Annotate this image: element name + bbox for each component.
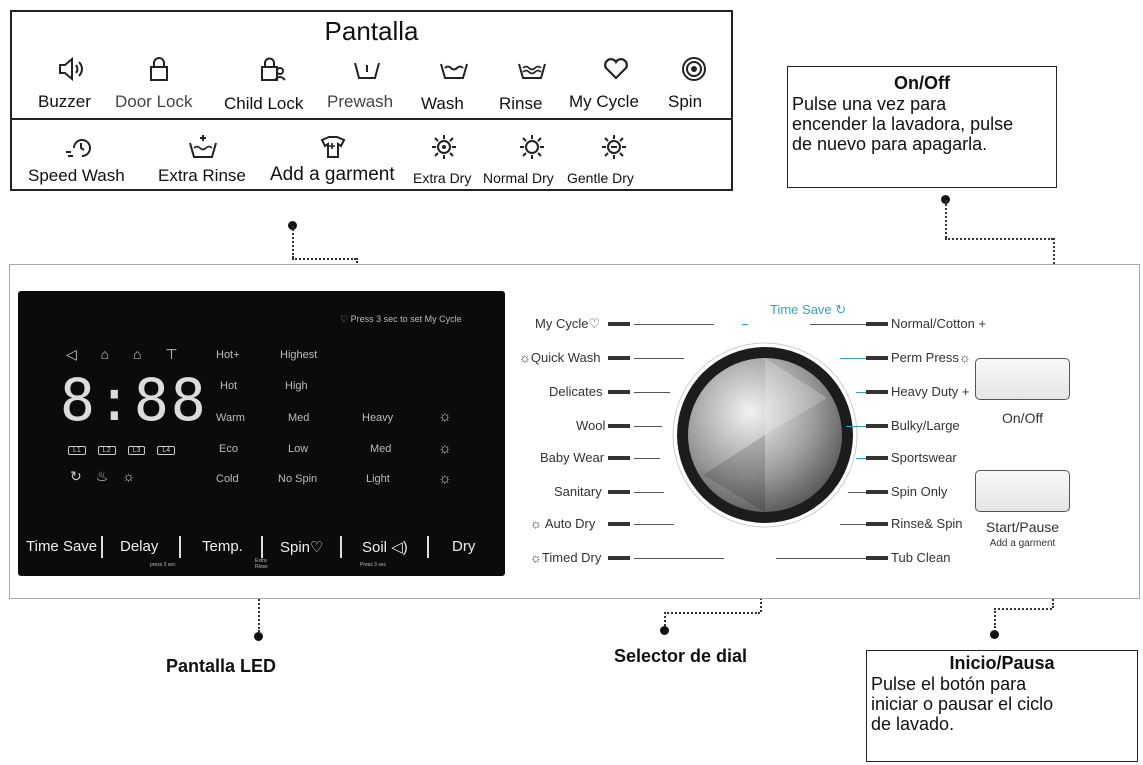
program-tick: [866, 522, 888, 526]
buzzer-icon: ◁): [391, 539, 408, 556]
onoff-callout-line3: de nuevo para apagarla.: [792, 134, 988, 154]
led-separator: [101, 536, 103, 558]
program-heavy-duty[interactable]: Heavy Duty +: [891, 384, 970, 399]
program-tick: [866, 356, 888, 360]
led-normal-dry-icon: ☼: [438, 440, 452, 457]
program-tick: [866, 424, 888, 428]
legend-label-gentle-dry: Gentle Dry: [567, 170, 634, 186]
program-label: Auto Dry: [544, 516, 596, 531]
program-tick: [608, 322, 630, 326]
program-tick: [866, 456, 888, 460]
spin-button[interactable]: [280, 538, 323, 556]
led-digits: 8:88: [60, 366, 208, 434]
soil-button-label: Soil: [362, 539, 388, 556]
led-separator: [427, 536, 429, 558]
program-tick: [608, 390, 630, 394]
program-tick: [866, 556, 888, 560]
rinse-icon: [515, 56, 549, 82]
program-perm-press[interactable]: [891, 350, 971, 365]
led-hint-text: Press 3 sec to set My Cycle: [350, 314, 462, 324]
program-timed-dry[interactable]: [530, 550, 601, 565]
legend-title: Pantalla: [324, 16, 419, 46]
legend-label-door-lock: Door Lock: [115, 92, 193, 111]
gentle-dry-icon: [597, 134, 631, 160]
led-small-press-2: Press 3 sec: [360, 562, 387, 568]
extra-dry-icon: [427, 134, 461, 160]
leader-dial-v2: [664, 612, 666, 626]
program-tick: [866, 322, 888, 326]
led-badge: L1: [68, 446, 86, 455]
legend-label-rinse: Rinse: [499, 94, 543, 113]
led-separator: [261, 536, 263, 558]
guide-line: [634, 524, 674, 525]
legend-label-speed-wash: Speed Wash: [28, 166, 125, 185]
spin-icon: [677, 56, 711, 82]
led-small-extra-rinse: Extra Rinse: [255, 558, 268, 570]
led-temp-item: Warm: [216, 412, 245, 424]
dial-selector-caption: Selector de dial: [614, 646, 748, 666]
program-tick: [866, 490, 888, 494]
start-pause-button-label: Start/Pause: [985, 519, 1060, 535]
led-badges: [68, 446, 175, 455]
guide-line: [840, 358, 866, 359]
guide-line: [848, 492, 866, 493]
wash-icon: [437, 56, 471, 82]
startpause-callout-line2: iniciar o pausar el ciclo: [871, 694, 1054, 714]
temp-button[interactable]: Temp.: [202, 538, 243, 555]
sun-icon: ☼: [530, 516, 545, 531]
leader-display-v1: [292, 226, 294, 258]
program-bulky-large[interactable]: Bulky/Large: [891, 418, 960, 433]
program-quick-wash[interactable]: [519, 350, 601, 365]
guide-line: [634, 392, 670, 393]
spin-button-label: Spin: [280, 539, 311, 556]
led-spin-item: Med: [288, 412, 310, 424]
guide-line: [776, 558, 866, 559]
child-lock-icon: [256, 56, 290, 82]
program-dial[interactable]: [655, 340, 875, 530]
guide-line: [634, 426, 662, 427]
led-temp-item: Hot: [220, 380, 238, 392]
led-soil-item: Heavy: [362, 412, 394, 424]
leader-dot-dial: [660, 626, 669, 635]
led-my-cycle-hint: ♡ Press 3 sec to set My Cycle: [340, 314, 462, 324]
dry-button[interactable]: Dry: [452, 538, 476, 555]
led-spin-item: High: [285, 380, 308, 392]
heart-icon: [599, 56, 633, 82]
door-lock-icon: [142, 56, 176, 82]
led-extra-dry-icon: ☼: [438, 408, 452, 425]
led-badge: L2: [98, 446, 116, 455]
leader-start-v2: [994, 608, 996, 628]
led-temp-item: Cold: [216, 473, 239, 485]
program-baby-wear[interactable]: Baby Wear: [540, 450, 605, 465]
guide-line: [856, 392, 866, 393]
buzzer-icon: [54, 56, 88, 82]
led-spin-item: No Spin: [278, 473, 318, 485]
leader-onoff-h: [945, 238, 1053, 240]
time-save-button[interactable]: Time Save: [26, 538, 98, 555]
leader-start-h: [994, 608, 1052, 610]
guide-line: [634, 358, 684, 359]
guide-line: [840, 524, 866, 525]
onoff-callout-line1: Pulse una vez para: [792, 94, 947, 114]
legend-label-child-lock: Child Lock: [224, 94, 304, 113]
legend-label-wash: Wash: [421, 94, 464, 113]
startpause-callout: [866, 650, 1138, 762]
guide-line: [742, 324, 748, 325]
led-separator: [179, 536, 181, 558]
program-delicates[interactable]: Delicates: [549, 384, 603, 399]
legend-label-normal-dry: Normal Dry: [483, 170, 554, 186]
led-spin-item: Low: [288, 443, 309, 455]
extra-rinse-icon: [186, 134, 220, 160]
legend-label-add-garment: Add a garment: [270, 164, 395, 185]
legend-label-spin: Spin: [668, 92, 703, 111]
legend-label-extra-rinse: Extra Rinse: [158, 166, 246, 185]
startpause-callout-line3: de lavado.: [871, 714, 955, 734]
led-small-press: press 3 sec: [150, 562, 176, 568]
leader-display-h: [292, 258, 356, 260]
program-auto-dry[interactable]: [530, 516, 595, 531]
delay-button[interactable]: Delay: [120, 538, 159, 555]
legend-label-buzzer: Buzzer: [38, 92, 91, 111]
heart-icon: ♡: [310, 539, 324, 556]
program-tick: [608, 456, 630, 460]
program-tick: [608, 424, 630, 428]
time-save-text: Time Save: [770, 302, 832, 317]
program-rinse-spin[interactable]: Rinse& Spin: [891, 516, 963, 531]
start-pause-button[interactable]: [975, 470, 1070, 512]
led-display-caption: Pantalla LED: [166, 656, 277, 676]
led-status-icons: ◁ ⌂ ⌂ ⊤: [66, 346, 188, 362]
add-garment-icon: [316, 134, 350, 160]
program-tick: [608, 556, 630, 560]
legend-label-my-cycle: My Cycle: [569, 92, 639, 111]
guide-line: [634, 492, 664, 493]
led-soil-item: Light: [366, 473, 390, 485]
program-tick: [608, 522, 630, 526]
program-label: Timed Dry: [541, 550, 602, 565]
speed-wash-icon: [64, 134, 98, 160]
startpause-callout-line1: Pulse el botón para: [871, 674, 1027, 694]
led-bottom-icons: ↻♨☼: [70, 468, 150, 484]
legend-label-extra-dry: Extra Dry: [413, 170, 472, 186]
startpause-callout-title: Inicio/Pausa: [949, 653, 1055, 673]
program-tick: [608, 356, 630, 360]
onoff-callout-title: On/Off: [894, 73, 950, 93]
guide-line: [856, 458, 866, 459]
leader-dial-h: [664, 612, 760, 614]
guide-line: [634, 558, 724, 559]
onoff-callout: [787, 66, 1057, 188]
normal-dry-icon: [515, 134, 549, 160]
onoff-button-label: On/Off: [1002, 410, 1043, 426]
program-tick: [866, 390, 888, 394]
led-badge: L4: [157, 446, 175, 455]
legend-label-prewash: Prewash: [327, 92, 394, 111]
start-pause-sub-label: Add a garment: [989, 538, 1056, 549]
program-label: Quick Wash: [530, 350, 601, 365]
led-soil-item: Med: [370, 443, 392, 455]
guide-line: [810, 324, 866, 325]
led-gentle-dry-icon: ☼: [438, 470, 452, 487]
led-temp-item: Eco: [219, 443, 238, 455]
heart-icon: ♡: [588, 316, 601, 331]
leader-dot-start: [990, 630, 999, 639]
led-spin-item: Highest: [280, 349, 318, 361]
program-spin-only[interactable]: Spin Only: [891, 484, 948, 499]
program-label: Perm Press: [891, 350, 959, 365]
program-sanitary[interactable]: Sanitary: [554, 484, 602, 499]
sun-icon: ☼: [958, 350, 971, 365]
led-temp-item: Hot+: [216, 349, 240, 361]
sun-icon: ☼: [519, 350, 531, 365]
legend-divider: [12, 118, 731, 120]
program-tick: [608, 490, 630, 494]
guide-line: [846, 426, 866, 427]
program-label: Heavy Duty: [891, 384, 959, 399]
guide-line: [634, 458, 660, 459]
program-normal-cotton[interactable]: Normal/Cotton +: [891, 316, 987, 331]
led-badge: L3: [128, 446, 146, 455]
program-my-cycle[interactable]: [535, 316, 600, 332]
program-label: Normal/Cotton: [891, 316, 975, 331]
time-save-label: [770, 302, 846, 318]
leader-dot-led: [254, 632, 263, 641]
program-wool[interactable]: Wool: [576, 418, 606, 433]
program-sportswear[interactable]: Sportswear: [891, 450, 957, 465]
display-legend: [10, 10, 733, 191]
prewash-icon: [350, 56, 384, 82]
onoff-button[interactable]: [975, 358, 1070, 400]
leader-onoff-v1: [945, 200, 947, 238]
program-label: My Cycle: [535, 316, 589, 331]
program-tub-clean[interactable]: Tub Clean: [891, 550, 951, 565]
sun-icon: ☼: [530, 550, 542, 565]
led-separator: [340, 536, 342, 558]
onoff-callout-line2: encender la lavadora, pulse: [792, 114, 1014, 134]
speed-wash-icon: ↻: [835, 302, 847, 317]
soil-button[interactable]: [362, 538, 408, 556]
guide-line: [634, 324, 714, 325]
